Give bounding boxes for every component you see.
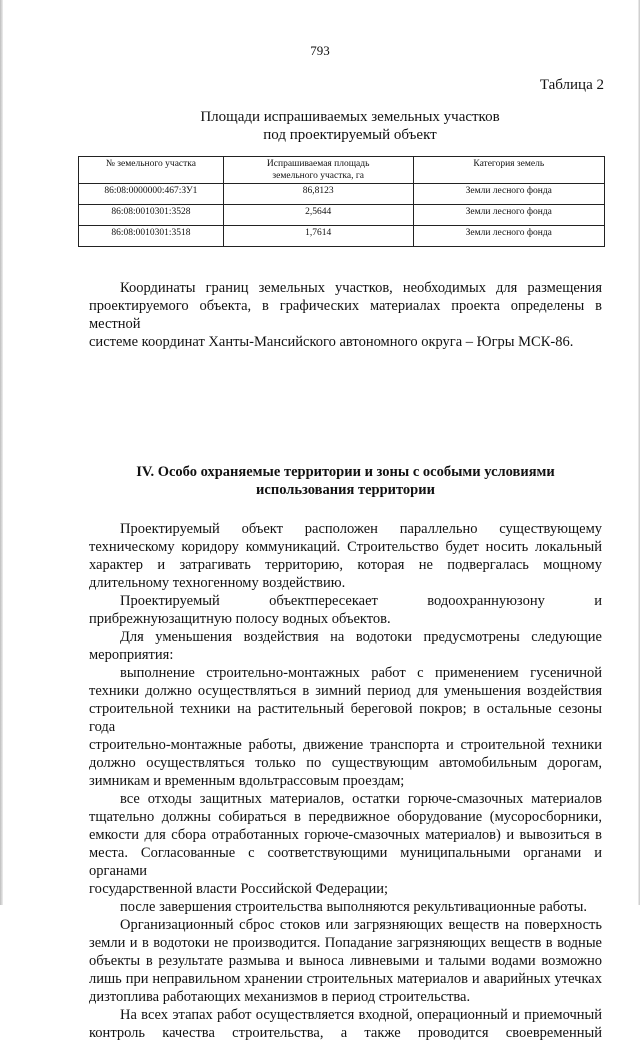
text-line: места. Согласованные с соответствующими муниципальными органами и органами <box>89 845 602 879</box>
table-row <box>79 205 605 226</box>
table-cell: Земли лесного фонда <box>413 184 604 205</box>
section-heading-line: использования территории <box>256 482 435 498</box>
text-line: Проектируемый объект расположен параллельно существующему <box>120 521 602 537</box>
text-line: системе координат Ханты-Мансийского автономного округа – Югры МСК-86. <box>89 334 574 350</box>
text-line: государственной власти Российской Федерации; <box>89 881 389 897</box>
text-line: проектируемого объекта, в графических материалах проекта определены в местной <box>89 298 602 332</box>
table-label: Таблица 2 <box>539 77 604 93</box>
text-line: зимникам и временным вдольтрассовым проездам; <box>89 773 405 789</box>
table-title-line: под проектируемый объект <box>263 127 437 143</box>
table-cell: 86:08:0010301:3528 <box>79 205 224 226</box>
coordinates-paragraph <box>89 279 602 351</box>
table-cell: 86,8123 <box>223 184 413 205</box>
table-header-row <box>79 157 605 184</box>
table-cell: 2,5644 <box>223 205 413 226</box>
section-heading <box>89 463 602 499</box>
text-line: емкости для сбора отработанных горюче-смазочных материалов) и вывозиться в <box>89 827 602 843</box>
text-line: лишь при неправильном хранении строительных материалов и аварийных утечках <box>89 971 602 987</box>
text-line: объекты в результате размыва и выноса ливневыми и талыми водами возможно <box>89 953 602 969</box>
text-line: земли и в водотоки не производится. Попадание загрязняющих веществ в водные <box>89 935 602 951</box>
text-line: техники должно осуществляться в зимний период для уменьшения воздействия <box>89 683 602 699</box>
table-header-cell: № земельного участка <box>79 157 224 184</box>
text-line: Для уменьшения воздействия на водотоки предусмотрены следующие <box>120 629 602 645</box>
text-line: строительной техники на растительный береговой покров; в остальные сезоны года <box>89 701 602 735</box>
table-cell: 86:08:0010301:3518 <box>79 226 224 247</box>
section-heading-line: IV. Особо охраняемые территории и зоны с особыми условиями <box>136 464 555 480</box>
text-line: Проектируемый объектпересекает водоохраннуюзону и <box>120 593 602 609</box>
table-header-cell: Категория земель <box>413 157 604 184</box>
text-line: должно осуществляться только по существующим автомобильным дорогам, <box>89 755 602 771</box>
text-line: дизтоплива работающих механизмов в период строительства. <box>89 989 471 1005</box>
text-line: Организационный сброс стоков или загрязняющих веществ на поверхность <box>120 917 602 933</box>
text-line: На всех этапах работ осуществляется входной, операционный и приемочный <box>120 1007 602 1023</box>
text-line: строительно-монтажные работы, движение транспорта и строительной техники <box>89 737 602 753</box>
body-text <box>89 520 602 1042</box>
table-title-line: Площади испрашиваемых земельных участков <box>200 109 500 125</box>
land-plots-table <box>78 156 605 247</box>
table-cell: 1,7614 <box>223 226 413 247</box>
text-line: мероприятия: <box>89 647 174 663</box>
table-cell: Земли лесного фонда <box>413 226 604 247</box>
text-line: все отходы защитных материалов, остатки горюче-смазочных материалов <box>120 791 602 807</box>
text-line: контроль качества строительства, а также проводится своевременный <box>89 1025 602 1041</box>
text-line: тщательно должны собираться в передвижное оборудование (мусоросборники, <box>89 809 602 825</box>
text-line: после завершения строительства выполняются рекультивационные работы. <box>120 899 587 915</box>
table-header-cell: Испрашиваемая площадь земельного участка, га <box>223 157 413 184</box>
text-line: прибрежнуюзащитную полосу водных объектов. <box>89 611 391 627</box>
text-line: техническому коридору коммуникаций. Строительство будет носить локальный <box>89 539 602 555</box>
table-cell: 86:08:0000000:467:ЗУ1 <box>79 184 224 205</box>
table-cell: Земли лесного фонда <box>413 205 604 226</box>
table-row <box>79 184 605 205</box>
text-line: выполнение строительно-монтажных работ с применением гусеничной <box>120 665 602 681</box>
page-number: 793 <box>310 43 330 58</box>
text-line: Координаты границ земельных участков, необходимых для размещения <box>120 280 602 296</box>
text-line: длительному техногенному воздействию. <box>89 575 346 591</box>
table-row <box>79 226 605 247</box>
table-title <box>0 108 640 144</box>
text-line: характер и затрагивать территорию, которая не подвергалась мощному <box>89 557 602 573</box>
